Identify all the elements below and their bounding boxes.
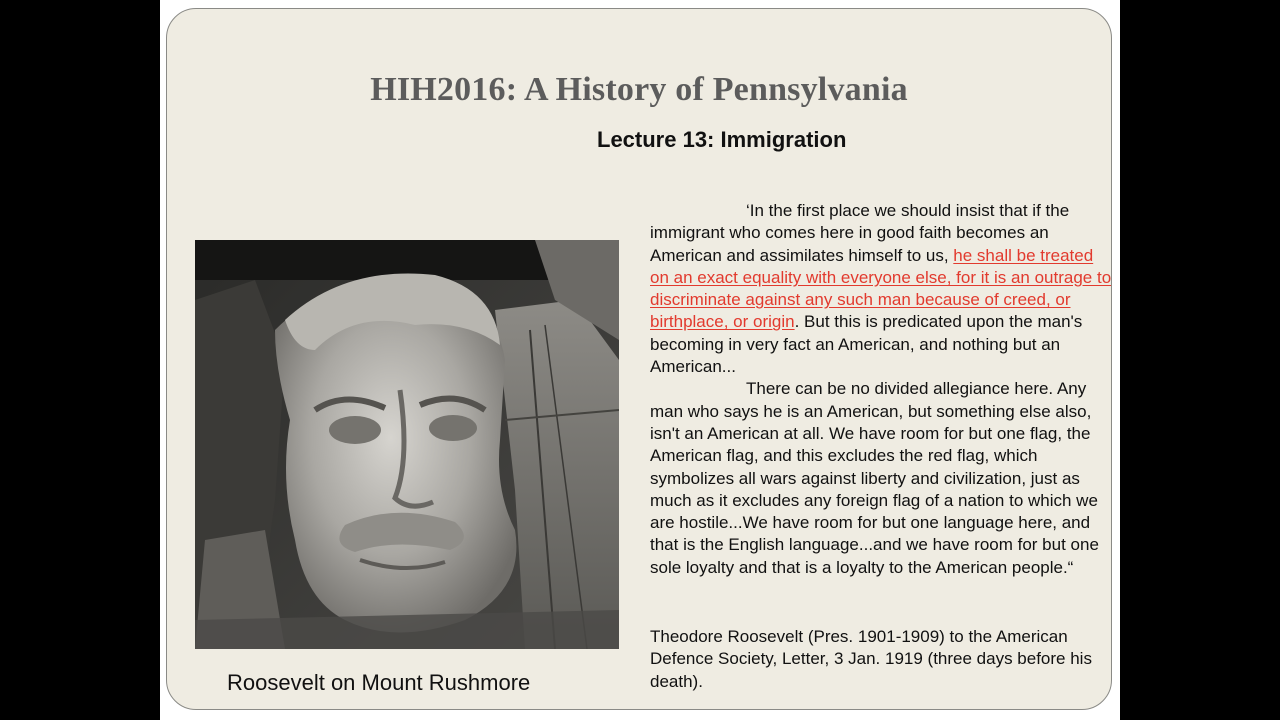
- roosevelt-photo: [195, 240, 619, 649]
- quote-p2: There can be no divided allegiance here. Any man who says he is an American, but something else also, isn't an American at all. We have room for but one flag, the American flag, and this excludes the red flag, which symbolizes all wars against liberty and civilization, just as much as it excludes any foreign flag of a nation to which we are hostile...We have room for but one language here, and that is the English language...and we have room for but one sole loyalty and that is a loyalty to the American people.“: [650, 379, 1099, 577]
- slide-title: HIH2016: A History of Pennsylvania: [370, 71, 908, 108]
- quote-p1-open: ‘In the first place we should insist that if the immigrant who comes here in good faith becomes an American and assimilates himself to us,: [650, 201, 1070, 265]
- quote-p1-close: . But this is predicated upon the man's becoming in very fact an American, and nothing but an American...: [650, 312, 1083, 377]
- quote-highlight: he shall be treated on an exact equality with everyone else, for it is an outrage to discriminate against any such man because of creed, or birthplace, or origin: [650, 245, 1112, 332]
- quote-paragraph-2: [650, 378, 1112, 579]
- quote-attribution: Theodore Roosevelt (Pres. 1901-1909) to the American Defence Society, Letter, 3 Jan. 1919 (three days before his death).: [650, 627, 1092, 691]
- slide: [166, 8, 1112, 710]
- photo-caption: Roosevelt on Mount Rushmore: [227, 670, 531, 695]
- slide-subtitle: Lecture 13: Immigration: [597, 127, 847, 152]
- quote-paragraph-1: [650, 200, 1112, 378]
- roosevelt-quote: [650, 200, 1112, 579]
